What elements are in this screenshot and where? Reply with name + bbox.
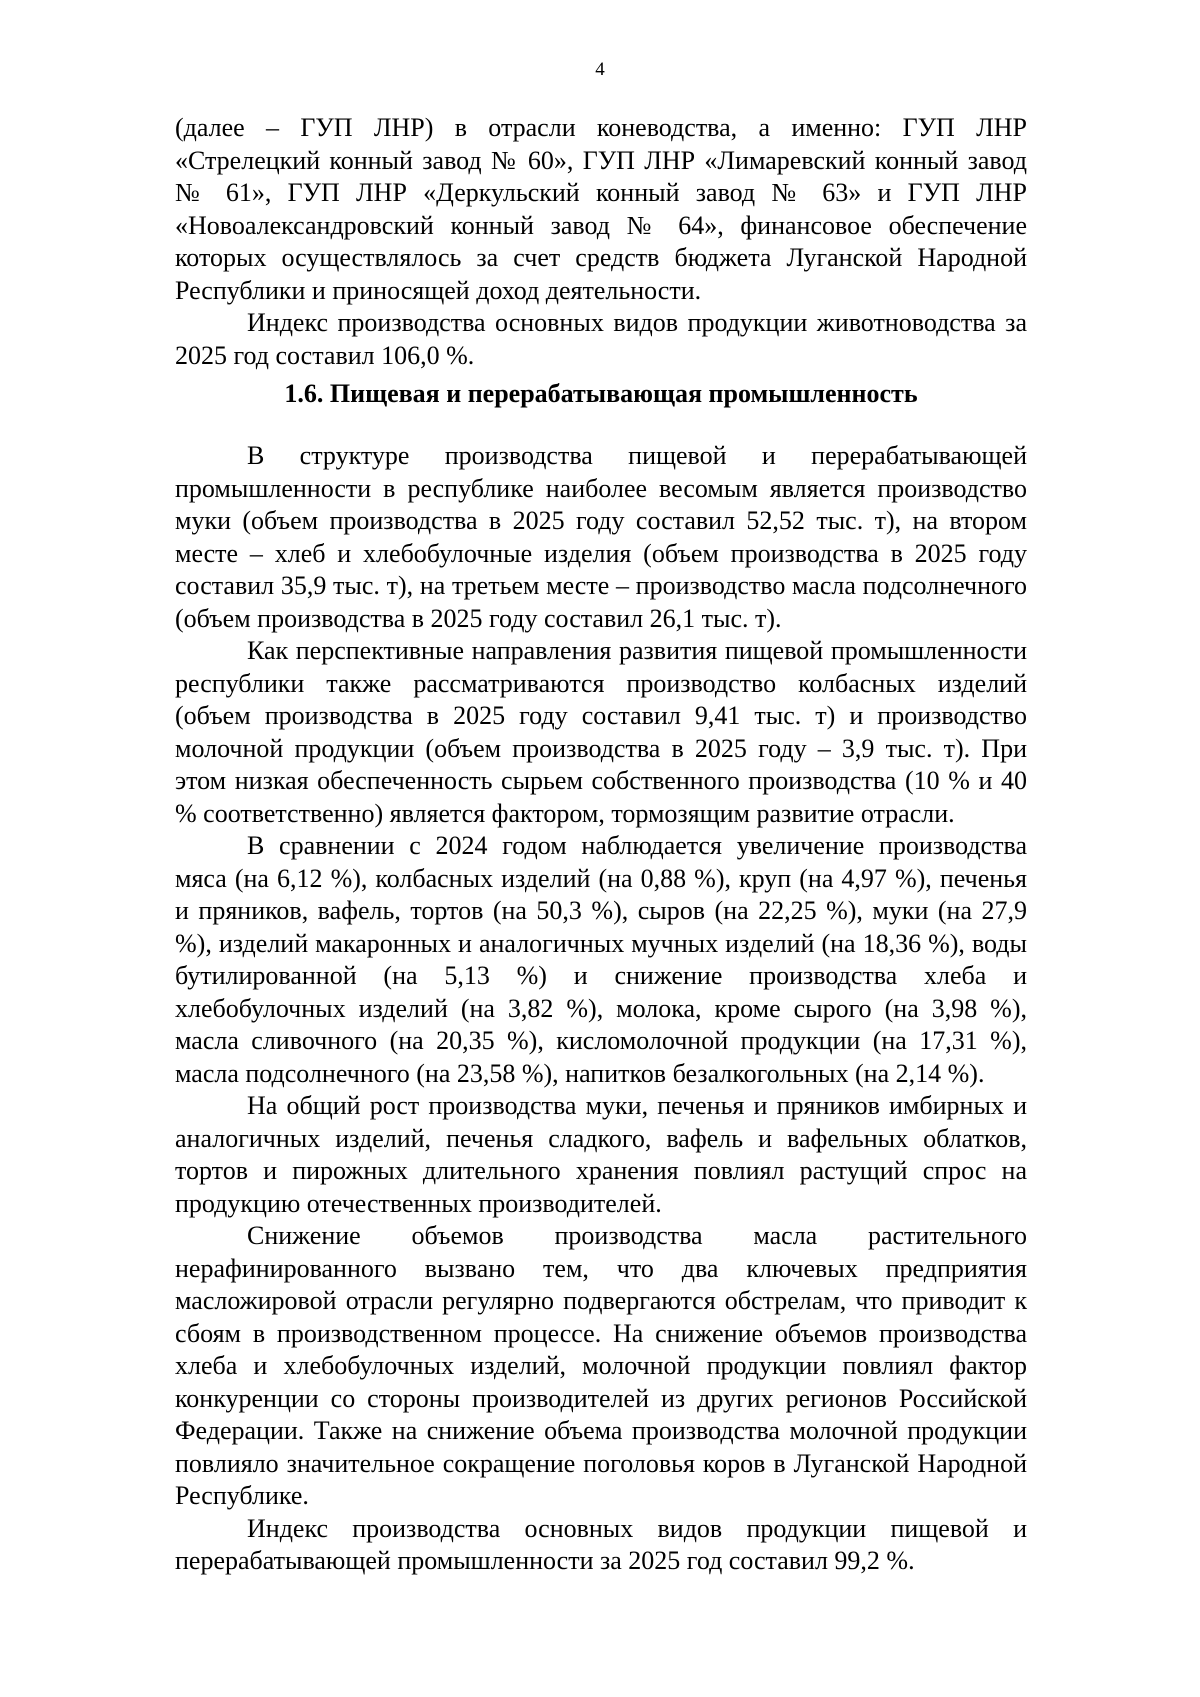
paragraph-livestock-index: Индекс производства основных видов продукции животноводства за 2025 год составил 106,0 %. — [175, 308, 1027, 370]
section-heading: 1.6. Пищевая и перерабатывающая промышленность — [284, 379, 918, 408]
paragraph-decline: Снижение объемов производства масла растительного нерафинированного вызвано тем, что два ключевых предприятия масложировой отрасли регулярно подвергаются обстрелам, что приводит к сбоям в производственном процессе. На снижение объемов производства хлеба и хлебобулочных изделий, молочной продукции повлиял фактор конкуренции со стороны производителей из других регионов Российской Федерации. Также на снижение объема производства молочной продукции повлияло значительное сокращение поголовья коров в Луганской Народной Республике. — [175, 1221, 1027, 1510]
paragraph-structure: В структуре производства пищевой и перерабатывающей промышленности в республике наиболее весомым является производство муки (объем производства в 2025 году составил 52,52 тыс. т), на втором месте – хлеб и хлебобулочные изделия (объем производства в 2025 году составил 35,9 тыс. т), на третьем месте – производство масла подсолнечного (объем производства в 2025 году составил 26,1 тыс. т). — [175, 441, 1027, 633]
paragraph-prospects: Как перспективные направления развития пищевой промышленности республики также рассматриваются производство колбасных изделий (объем производства в 2025 году составил 9,41 тыс. т) и производство молочной продукции (объем производства в 2025 году – 3,9 тыс. т). При этом низкая обеспеченность сырьем собственного производства (10 % и 40 % соответственно) является фактором, тормозящим развитие отрасли. — [175, 636, 1027, 828]
paragraph-continuation: (далее – ГУП ЛНР) в отрасли коневодства, а именно: ГУП ЛНР «Стрелецкий конный завод № 60», ГУП ЛНР «Лимаревский конный завод № 61», ГУП ЛНР «Деркульский конный завод № 63» и ГУП ЛНР «Новоалександровский конный завод № 64», финансовое обеспечение которых осуществлялось за счет средств бюджета Луганской Народной Республики и приносящей доход деятельности. — [175, 113, 1027, 305]
paragraph-growth: На общий рост производства муки, печенья и пряников имбирных и аналогичных изделий, печенья сладкого, вафель и вафельных облатков, тортов и пирожных длительного хранения повлиял растущий спрос на продукцию отечественных производителей. — [175, 1091, 1027, 1218]
section-heading-block — [175, 378, 1027, 411]
section-body — [175, 440, 1027, 1578]
intro-block — [175, 112, 1027, 372]
page-number: 4 — [595, 59, 605, 80]
paragraph-comparison: В сравнении с 2024 годом наблюдается увеличение производства мяса (на 6,12 %), колбасных изделий (на 0,88 %), круп (на 4,97 %), печенья и пряников, вафель, тортов (на 50,3 %), сыров (на 22,25 %), муки (на 27,9 %), изделий макаронных и аналогичных мучных изделий (на 18,36 %), воды бутилированной (на 5,13 %) и снижение производства хлеба и хлебобулочных изделий (на 3,82 %), молока, кроме сырого (на 3,98 %), масла сливочного (на 20,35 %), кисломолочной продукции (на 17,31 %), масла подсолнечного (на 23,58 %), напитков безалкогольных (на 2,14 %). — [175, 831, 1027, 1088]
paragraph-food-index: Индекс производства основных видов продукции пищевой и перерабатывающей промышленности за 2025 год составил 99,2 %. — [175, 1513, 1027, 1575]
